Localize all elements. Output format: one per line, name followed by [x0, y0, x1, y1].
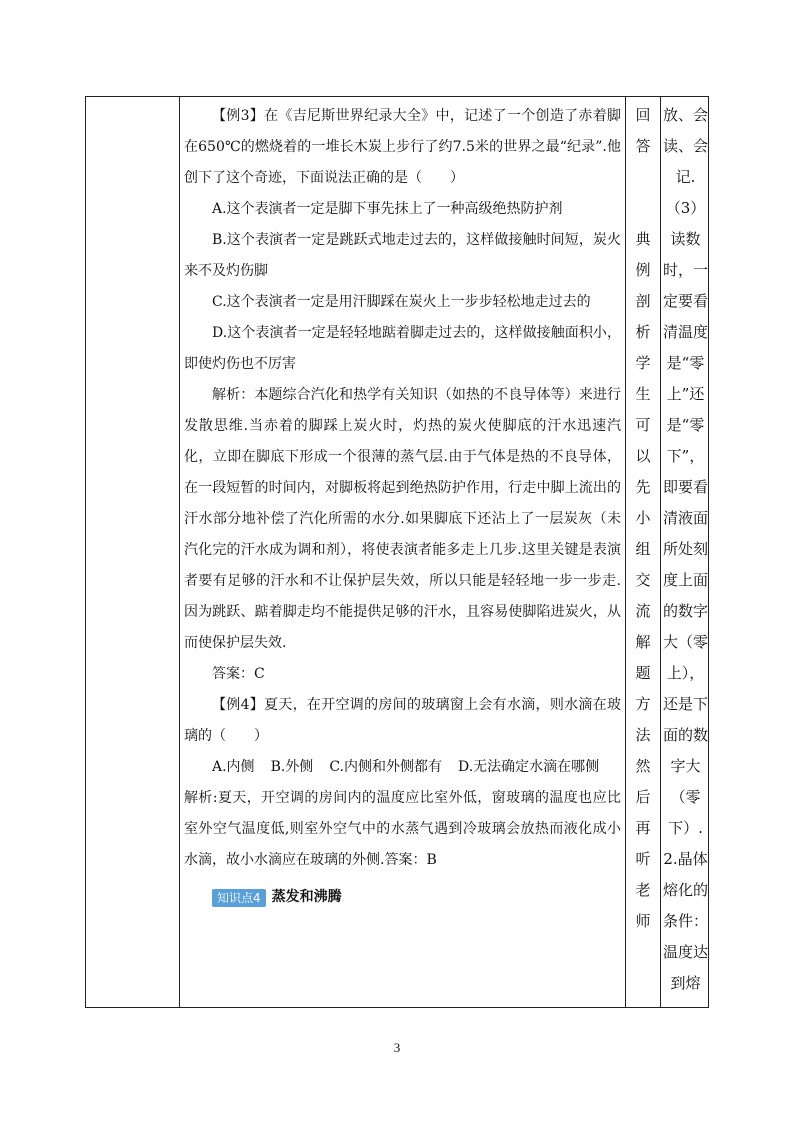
example3-question: 【例3】在《吉尼斯世界纪录大全》中，记述了一个创造了赤着脚在650℃的燃烧着的一堆长木炭上步行了约7.5米的世界之最“纪录”.他创下了这个奇迹，下面说法正确的是（ ） — [184, 108, 621, 186]
notes-line: 到熔 — [670, 974, 701, 992]
notes-line: 定要看 — [662, 292, 708, 310]
notes-line: 的数字 — [662, 602, 708, 620]
student-column-char: 方 — [635, 695, 651, 713]
example3-analysis: 解析：本题综合汽化和热学有关知识（如热的不良导体等）来进行发散思维.当赤着的脚踩上炭火时，灼热的炭火使脚底的汗水迅速汽化，立即在脚底下形成一个很薄的蒸气层.由于气体是热的不良导体，在一段短暂的时间内，对脚板将起到绝热防护作用，行走中脚上流出的汗水部分地补偿了汽化所需的水分.如果脚底下还沾上了一层炭灰（未汽化完的汗水成为调和剂），将使表演者能多走上几步.这里关键是表演者要有足够的汗水和不让保护层失效，所以只能是轻轻地一步一步走.因为跳跃、踮着脚走均不能提供足够的汗水，且容易使脚陷进炭火，从而使保护层失效. — [184, 387, 621, 651]
notes-line: （3） — [665, 199, 706, 217]
student-column-char: 以 — [635, 447, 651, 465]
student-activity-cell — [626, 97, 660, 1007]
example4-options — [184, 752, 621, 783]
example3-option-c: C.这个表演者一定是用汗脚踩在炭火上一步步轻松地走过去的 — [212, 294, 591, 310]
notes-line: 度上面 — [662, 571, 708, 589]
knowledge-point-heading — [184, 882, 621, 914]
student-column-char: 生 — [635, 385, 651, 403]
notes-line: 即要看 — [662, 478, 708, 496]
student-column-char: 交 — [635, 571, 651, 589]
notes-line: 面的数 — [662, 726, 708, 744]
notes-line: 条件： — [662, 912, 708, 930]
notes-line: 温度达 — [662, 943, 708, 961]
notes-line: 上”还 — [666, 385, 705, 403]
notes-line: 还是下 — [662, 695, 708, 713]
notes-line: 时，一 — [662, 261, 708, 279]
student-column-char: 析 — [635, 323, 651, 341]
example4-option: A.内侧 — [212, 759, 255, 775]
student-column-char: 听 — [635, 850, 651, 868]
student-column-char: 解 — [635, 633, 651, 651]
notes-line: 清液面 — [662, 509, 708, 527]
notes-line: 是“零 — [666, 354, 705, 372]
notes-line: 2.晶体 — [663, 850, 708, 868]
notes-line: 下”， — [666, 447, 705, 465]
student-column-char: 先 — [635, 478, 651, 496]
student-column-char: 老 — [635, 881, 651, 899]
example4-option: C.内侧和外侧都有 — [329, 759, 442, 775]
notes-cell — [661, 97, 710, 1007]
notes-line: 下）. — [668, 819, 703, 837]
student-column-char: 回 — [635, 106, 651, 124]
student-column-char: 答 — [635, 137, 651, 155]
notes-line: （零 — [670, 788, 701, 806]
student-column-char: 组 — [635, 540, 651, 558]
lesson-table — [85, 96, 709, 1008]
notes-line: 放、会 — [662, 106, 708, 124]
example3-option-a: A.这个表演者一定是脚下事先抹上了一种高级绝热防护剂 — [212, 201, 563, 217]
notes-line: 所处刻 — [662, 540, 708, 558]
example4-question: 【例4】夏天，在开空调的房间的玻璃窗上会有水滴，则水滴在玻璃的（ ） — [184, 697, 621, 744]
example3-option-b: B.这个表演者一定是跳跃式地走过去的，这样做接触时间短，炭火来不及灼伤脚 — [184, 232, 621, 279]
content-cell — [180, 97, 625, 1007]
notes-line: 清温度 — [662, 323, 708, 341]
notes-line: 字大 — [670, 757, 701, 775]
student-column-char: 例 — [635, 261, 651, 279]
notes-line: 上）， — [666, 664, 705, 682]
example4-option: D.无法确定水滴在哪侧 — [457, 759, 600, 775]
student-column-char: 剖 — [635, 292, 651, 310]
student-column-char: 学 — [635, 354, 651, 372]
student-column-gap — [626, 162, 660, 224]
student-column-char: 题 — [635, 664, 651, 682]
student-column-char: 再 — [635, 819, 651, 837]
example4-option: B.外侧 — [270, 759, 314, 775]
student-column-char: 可 — [635, 416, 651, 434]
example3-answer: 答案：C — [212, 666, 265, 682]
notes-line: 熔化的 — [662, 881, 708, 899]
notes-line: 大（零 — [662, 633, 708, 651]
notes-line: 记. — [675, 168, 696, 186]
knowledge-point-title: 蒸发和沸腾 — [271, 889, 342, 905]
student-column-char: 流 — [635, 602, 651, 620]
example3-option-d: D.这个表演者一定是轻轻地踮着脚走过去的，这样做接触面积小，即使灼伤也不厉害 — [184, 325, 621, 372]
example4-analysis: 解析:夏天，开空调的房间内的温度应比室外低，窗玻璃的温度也应比室外空气温度低,则室外空气中的水蒸气遇到冷玻璃会放热而液化成小水滴，故小水滴应在玻璃的外侧.答案：B — [184, 790, 621, 868]
knowledge-point-badge: 知识点4 — [212, 889, 266, 907]
student-column-char: 小 — [635, 509, 651, 527]
notes-line: 是“零 — [666, 416, 705, 434]
page-number: 3 — [393, 1040, 401, 1055]
student-column-char: 然 — [635, 757, 651, 775]
student-column-char: 后 — [635, 788, 651, 806]
student-column-char: 法 — [635, 726, 651, 744]
notes-line: 读、会 — [662, 137, 708, 155]
notes-line: 读数 — [670, 230, 701, 248]
student-column-char: 典 — [635, 230, 651, 248]
student-column-char: 师 — [635, 912, 651, 930]
